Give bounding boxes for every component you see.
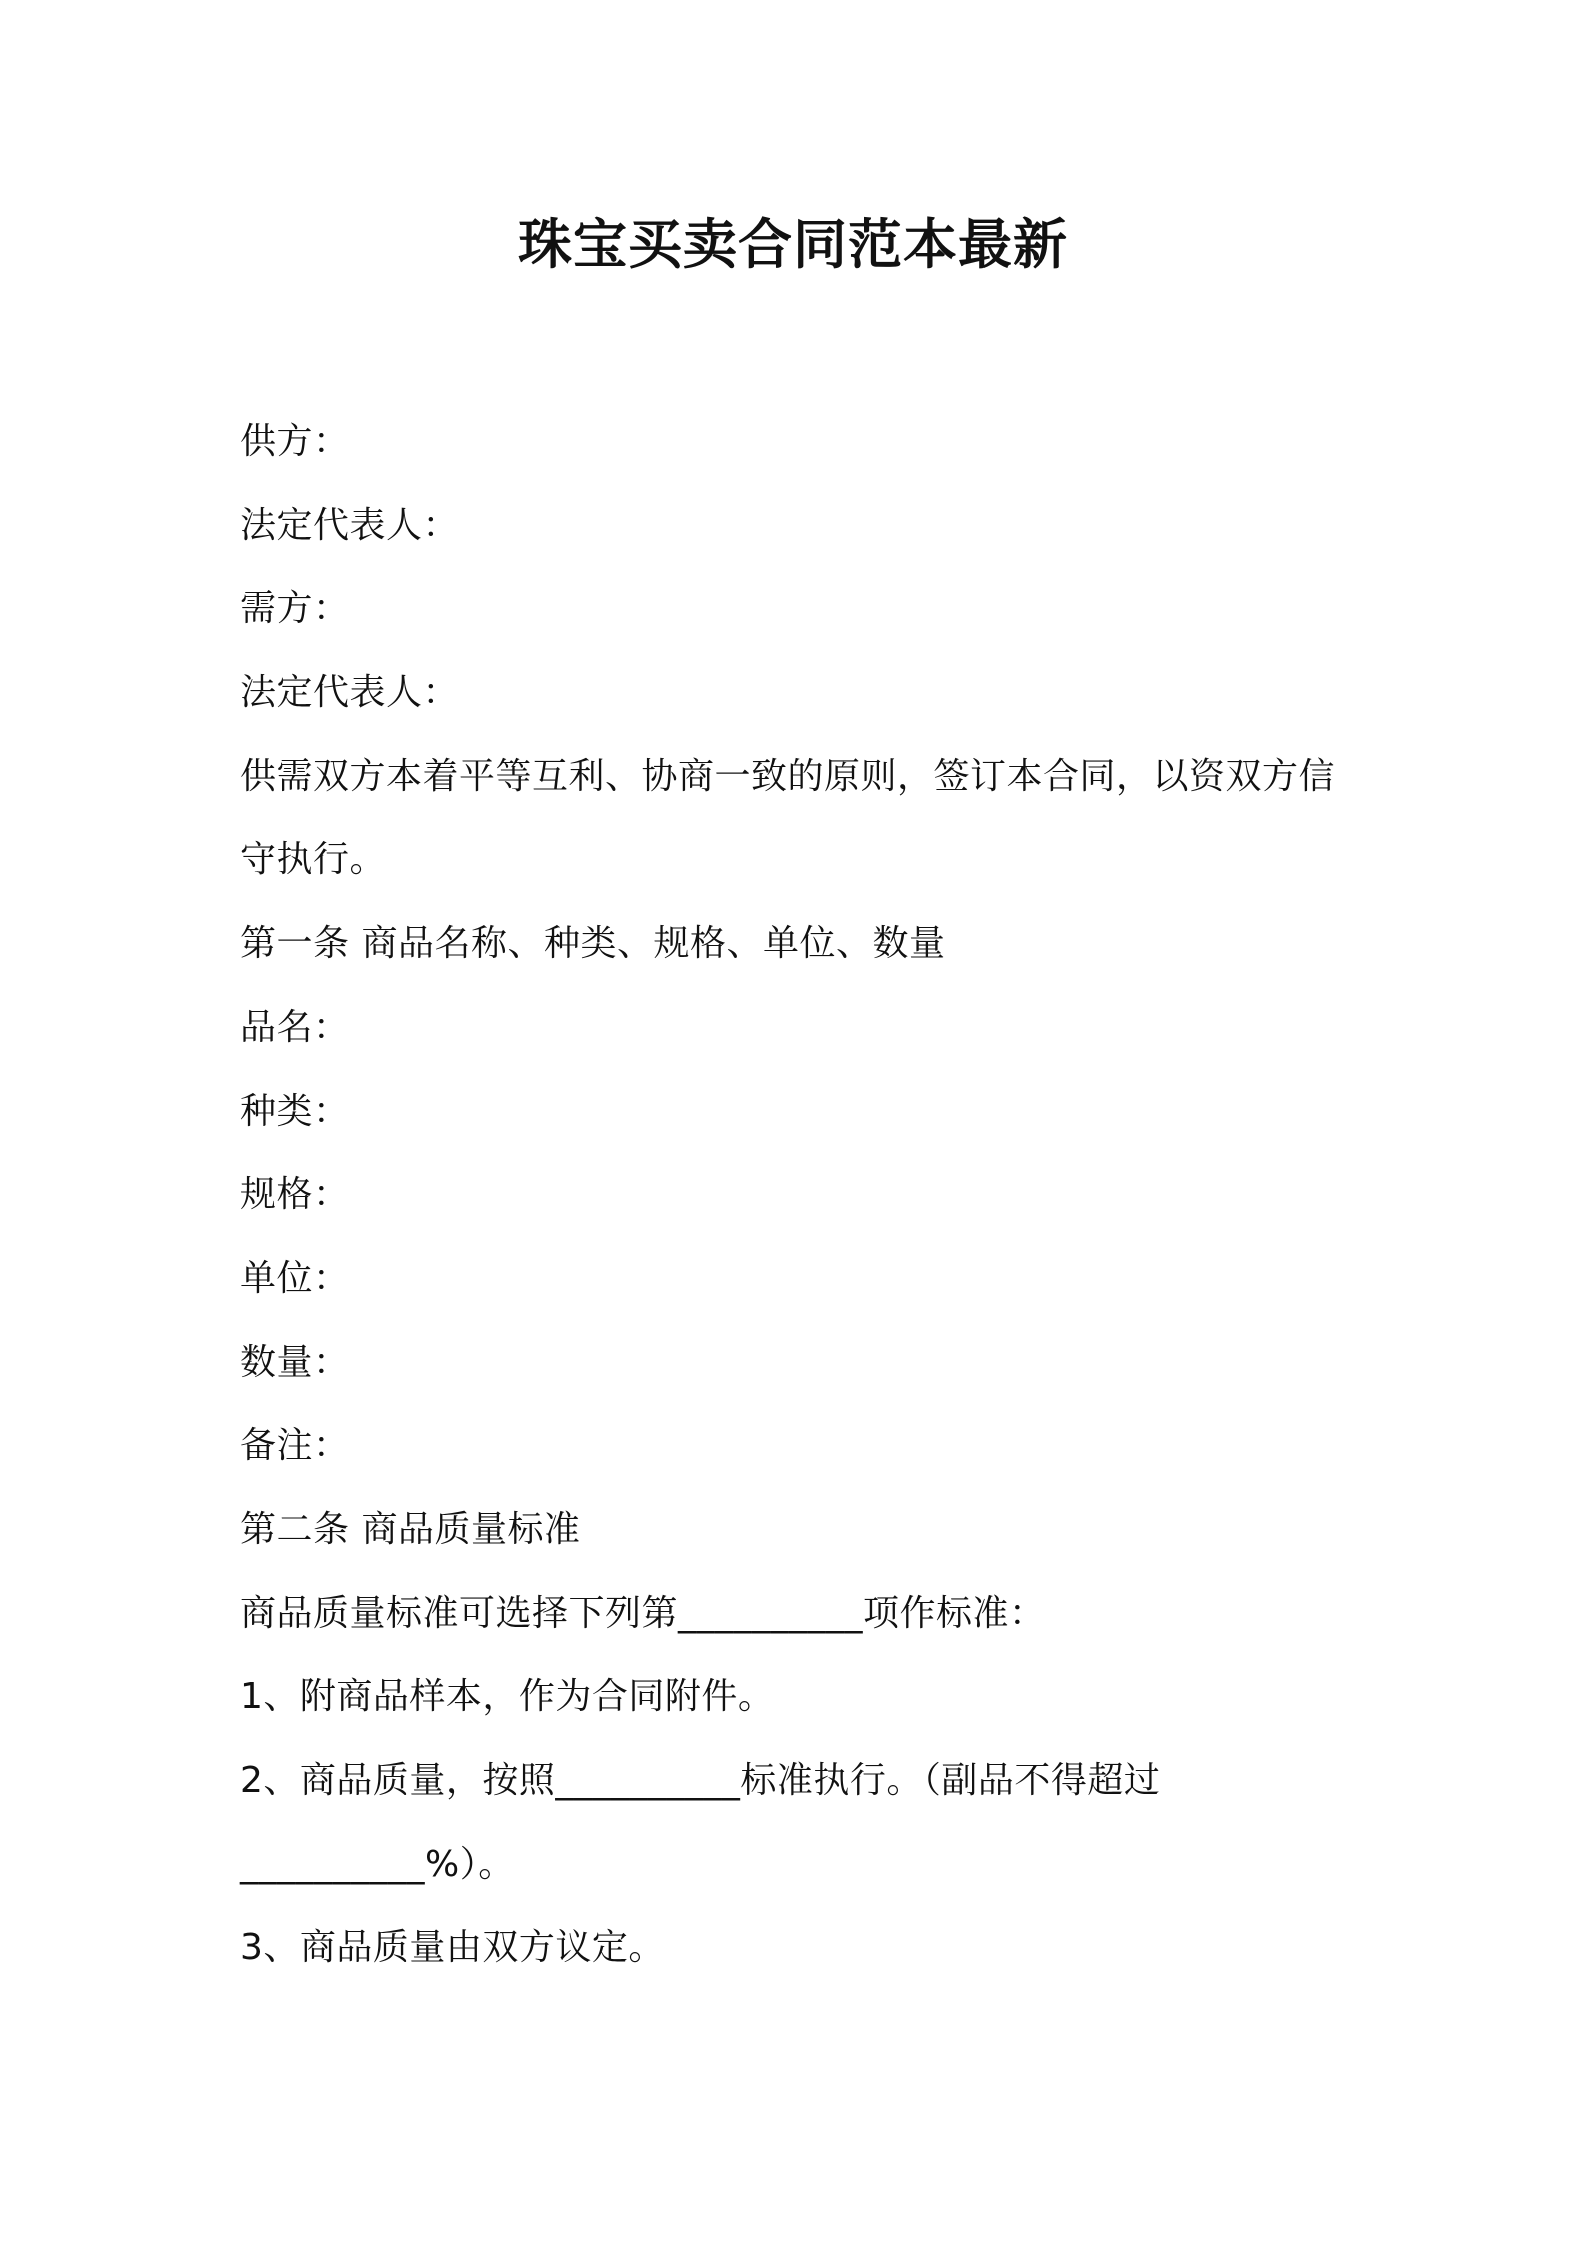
quality-option-2-line-2: __________%）。	[240, 1843, 515, 1885]
buyer-representative-line: 法定代表人：	[240, 672, 460, 714]
unit-line: 单位：	[240, 1257, 350, 1299]
supplier-line: 供方：	[240, 421, 350, 462]
article-1-heading: 第一条 商品名称、种类、规格、单位、数量	[240, 923, 946, 965]
specification-line: 规格：	[240, 1174, 350, 1216]
preamble-line-2: 守执行。	[240, 839, 387, 881]
preamble-line-1: 供需双方本着平等互利、协商一致的原则，签订本合同，以资双方信	[240, 755, 1336, 797]
product-name-line: 品名：	[240, 1006, 350, 1048]
document-title: 珠宝买卖合同范本最新	[518, 213, 1068, 276]
quality-option-1: 1、附商品样本，作为合同附件。	[240, 1676, 775, 1718]
quality-option-2-line-1: 2、商品质量，按照__________标准执行。（副品不得超过	[240, 1760, 1161, 1801]
product-type-line: 种类：	[240, 1090, 350, 1132]
buyer-line: 需方：	[240, 588, 350, 630]
quality-standard-line: 商品质量标准可选择下列第__________项作标准：	[240, 1592, 1046, 1634]
supplier-representative-line: 法定代表人：	[240, 504, 460, 546]
article-2-heading: 第二条 商品质量标准	[240, 1508, 581, 1550]
document-body	[240, 400, 1370, 1990]
quantity-line: 数量：	[240, 1341, 350, 1383]
remarks-line: 备注：	[240, 1425, 350, 1467]
quality-option-3: 3、商品质量由双方议定。	[240, 1927, 665, 1969]
